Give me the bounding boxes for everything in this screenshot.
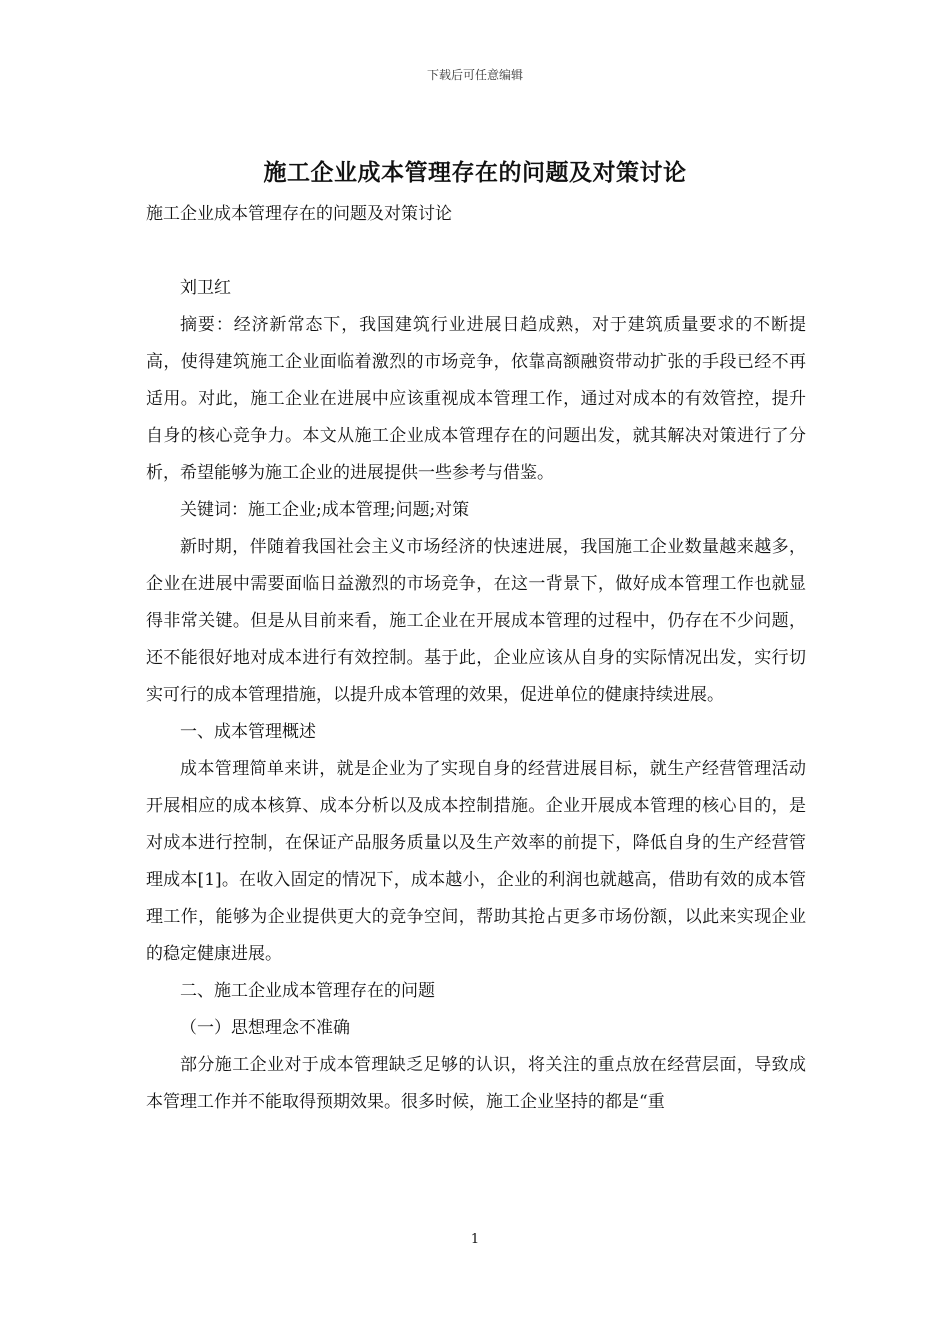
document-body bbox=[146, 196, 806, 1121]
blank-line bbox=[146, 233, 806, 270]
keywords-paragraph: 关键词：施工企业;成本管理;问题;对策 bbox=[180, 500, 470, 520]
page-number: 1 bbox=[470, 1232, 480, 1247]
section-heading-1: 一、成本管理概述 bbox=[180, 722, 316, 742]
subsection-heading-1: （一）思想理念不准确 bbox=[180, 1018, 350, 1038]
section-1-paragraph: 成本管理简单来讲，就是企业为了实现自身的经营进展目标，就生产经营管理活动开展相应的成本核算、成本分析以及成本控制措施。企业开展成本管理的核心目的，是对成本进行控制，在保证产品服务质量以及生产效率的前提下，降低自身的生产经营管理成本[1]。在收入固定的情况下，成本越小，企业的利润也就越高，借助有效的成本管理工作，能够为企业提供更大的竞争空间，帮助其抢占更多市场份额，以此来实现企业的稳定健康进展。 bbox=[146, 759, 806, 964]
document-title: 施工企业成本管理存在的问题及对策讨论 bbox=[263, 159, 687, 186]
abstract-paragraph: 摘要：经济新常态下，我国建筑行业进展日趋成熟，对于建筑质量要求的不断提高，使得建筑施工企业面临着激烈的市场竞争，依靠高额融资带动扩张的手段已经不再适用。对此，施工企业在进展中应该重视成本管理工作，通过对成本的有效管控，提升自身的核心竞争力。本文从施工企业成本管理存在的问题出发，就其解决对策进行了分析，希望能够为施工企业的进展提供一些参考与借鉴。 bbox=[146, 315, 806, 483]
subsection-1-paragraph: 部分施工企业对于成本管理缺乏足够的认识，将关注的重点放在经营层面，导致成本管理工作并不能取得预期效果。很多时候，施工企业坚持的都是“重 bbox=[146, 1055, 806, 1112]
section-heading-2: 二、施工企业成本管理存在的问题 bbox=[180, 981, 435, 1001]
intro-paragraph: 新时期，伴随着我国社会主义市场经济的快速进展，我国施工企业数量越来越多，企业在进展中需要面临日益激烈的市场竞争，在这一背景下，做好成本管理工作也就显得非常关键。但是从目前来看，施工企业在开展成本管理的过程中，仍存在不少问题，还不能很好地对成本进行有效控制。基于此，企业应该从自身的实际情况出发，实行切实可行的成本管理措施，以提升成本管理的效果，促进单位的健康持续进展。 bbox=[146, 537, 806, 705]
page-header: 下载后可任意编辑 bbox=[426, 68, 523, 82]
author: 刘卫红 bbox=[180, 278, 231, 298]
subtitle: 施工企业成本管理存在的问题及对策讨论 bbox=[146, 204, 452, 224]
